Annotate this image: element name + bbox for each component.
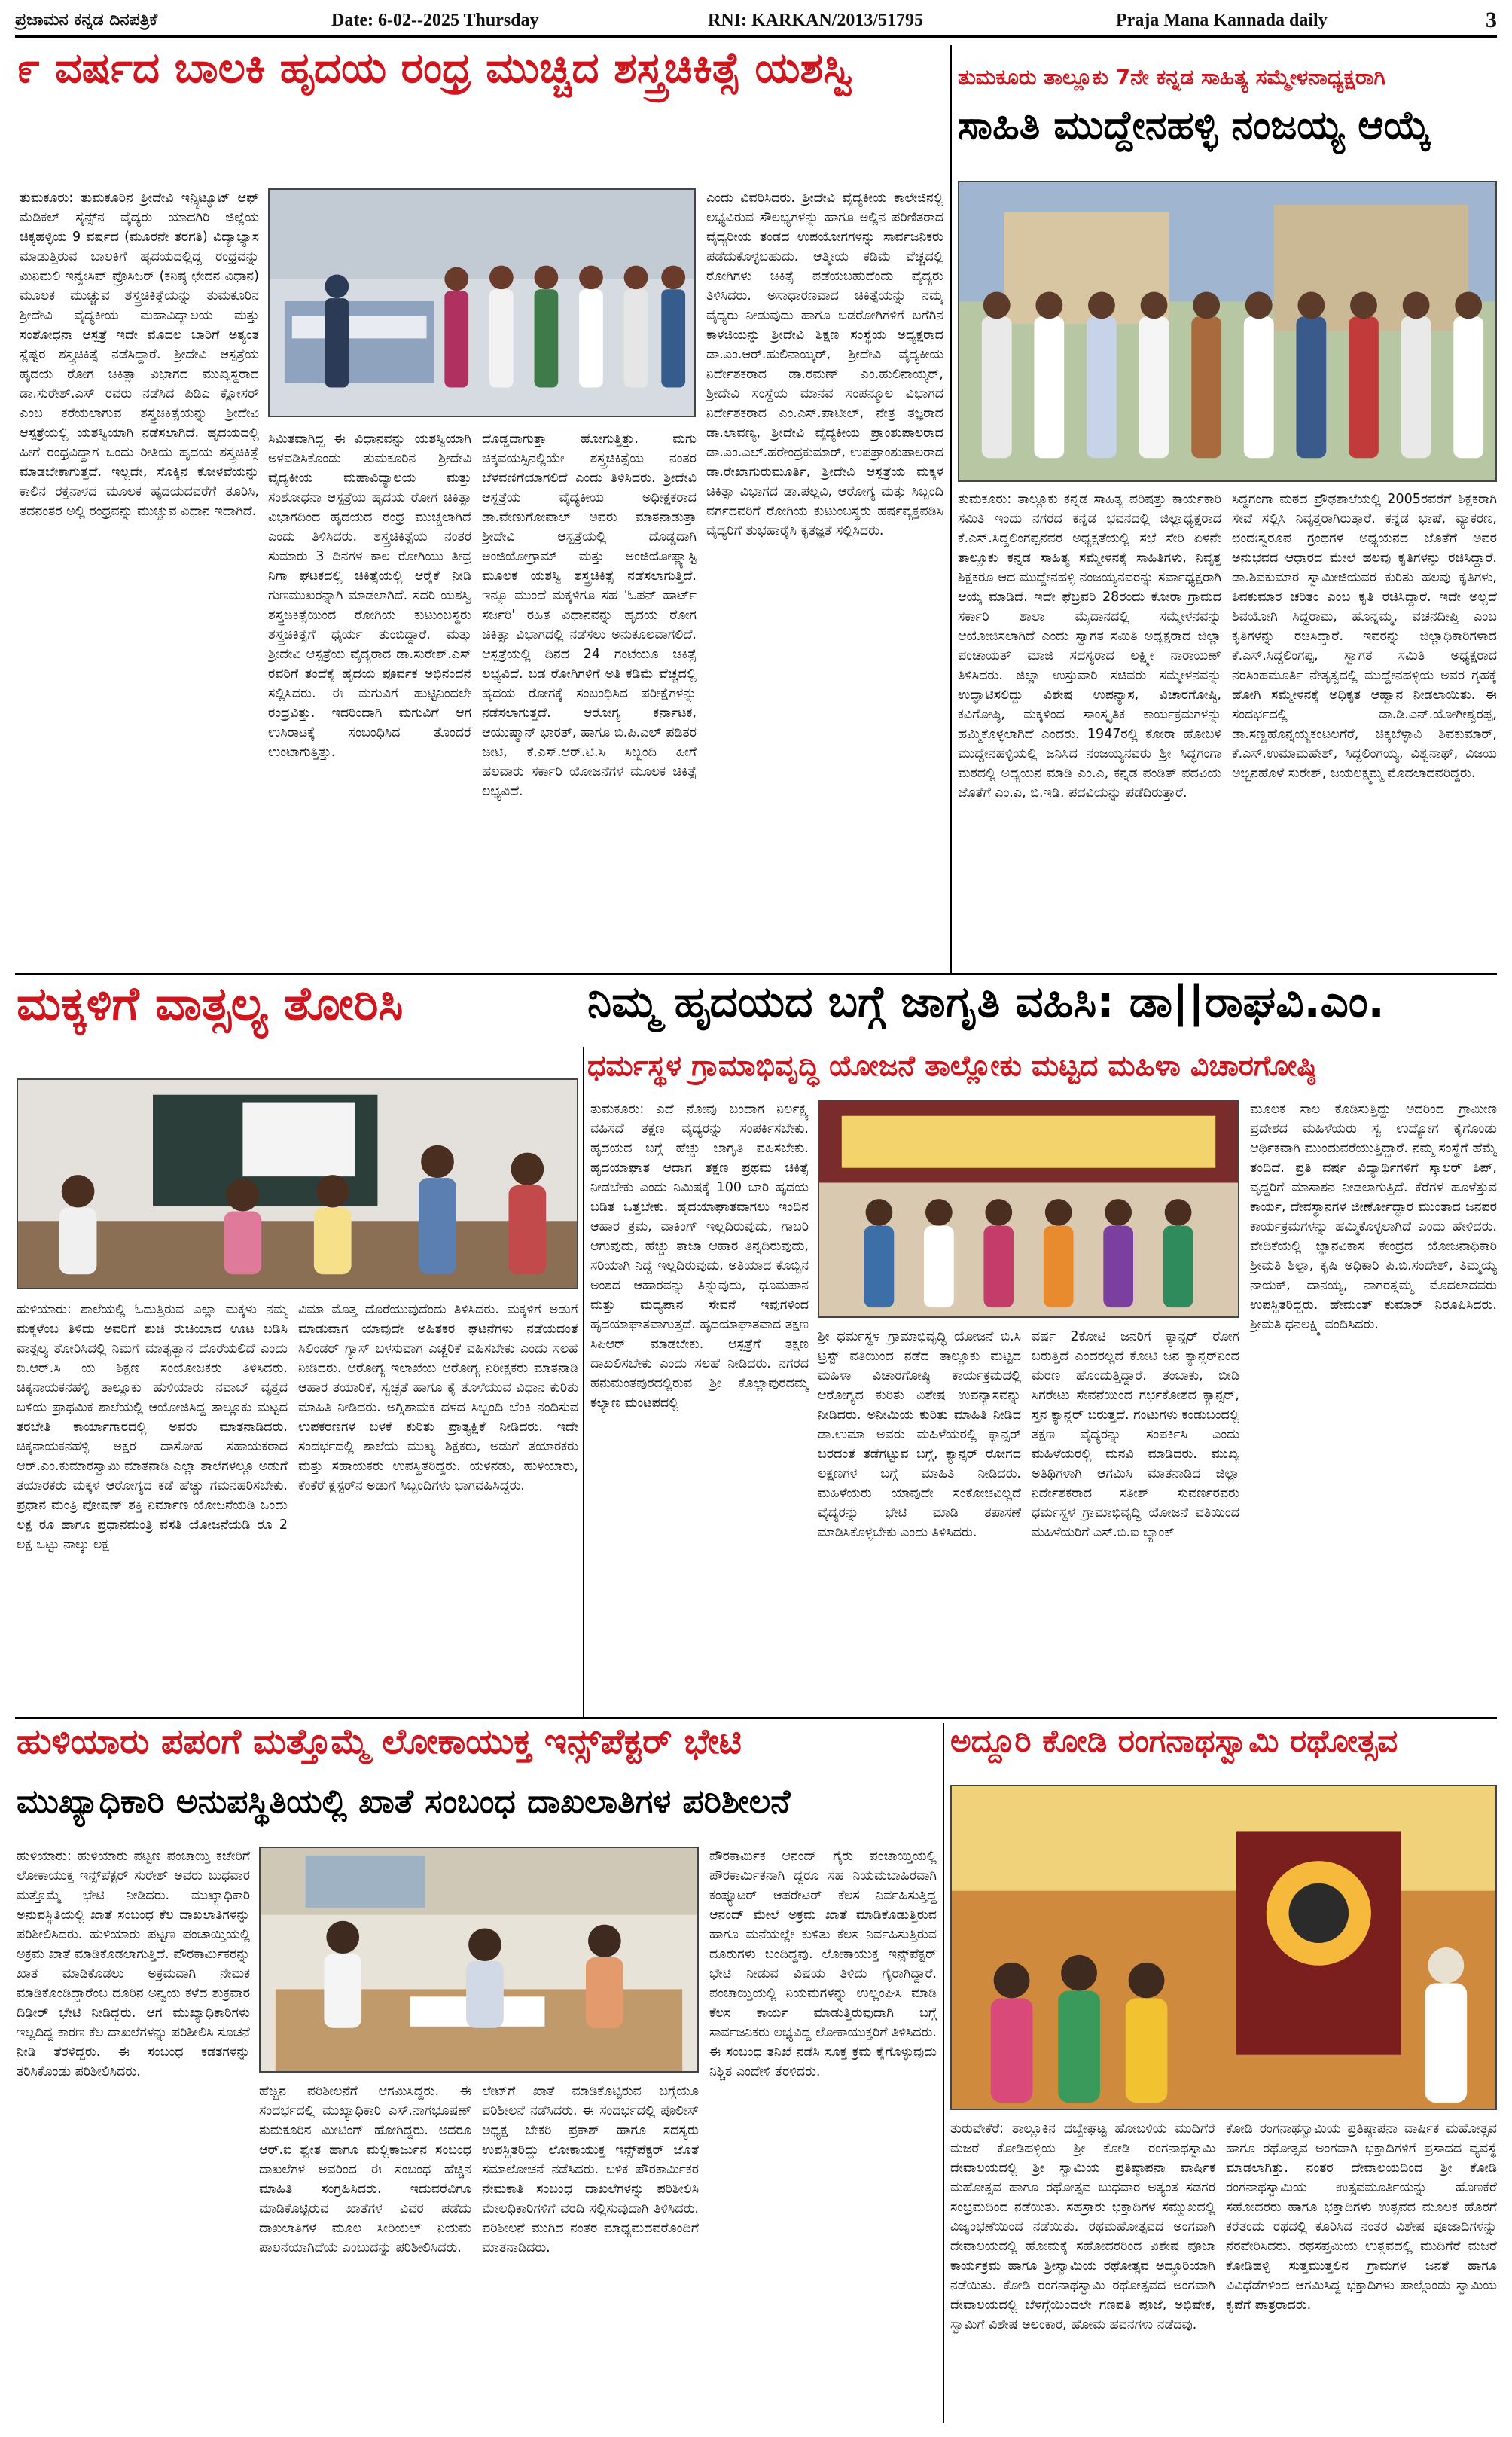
lokayukta-col1: ಹುಳಿಯಾರು: ಹುಳಿಯಾರು ಪಟ್ಟಣ ಪಂಚಾಯ್ತಿ ಕಚೇರಿಗೆ ಲೋಕಾಯುಕ್ತ ಇನ್ಸ್‌ಪೆಕ್ಟರ್ ಸುರೇಶ್ ಅವರು ಬುಧವಾರ ಮತ್ತೊಮ್ಮೆ ಭೇಟಿ ನೀಡಿದರು. ಮುಖ್ಯಾಧಿಕಾರಿ ಅನುಪಸ್ಥಿತಿಯಲ್ಲಿ ಖಾತೆ ಸಂಬಂಧ ಕೆಲ ದಾಖಲಾತಿಗಳನ್ನು ಪರಿಶೀಲಿಸಿದರು. ಹುಳಿಯಾರು ಪಟ್ಟಣ ಪಂಚಾಯ್ತಿಯಲ್ಲಿ ಅಕ್ರಮ ಖಾತೆ ಮಾಡಿಕೊಡಲಾಗುತ್ತಿದೆ. ಪೌರಕಾರ್ಮಿಕರನ್ನು ಖಾತೆ ಮಾಡಿಕೊಡಲು ಅಕ್ರಮವಾಗಿ ನೇಮಕ ಮಾಡಿಕೊಂಡಿದ್ದಾರೆಂಬ ದೂರಿನ ಅನ್ವಯ ಕಳೆದ ಶುಕ್ರವಾರ ದಿಢೀರ್ ಭೇಟಿ ನೀಡಿದ್ದರು. ಆಗ ಮುಖ್ಯಾಧಿಕಾರಿಗಳು ಇಲ್ಲದಿದ್ದ ಕಾರಣ ಕೆಲ ದಾಖಲೆಗಳನ್ನು ಪರಿಶೀಲಿಸಿ ಸೂಚನೆ ನೀಡಿ ತೆರಳಿದ್ದರು. ಈ ಸಂಬಂಧ ಕಡತಗಳನ್ನು ತರಿಸಿಕೊಂಡು ಪರಿಶೀಲಿಸಿದರು.: [17, 1849, 250, 2079]
hriday-col2: ಶ್ರೀ ಧರ್ಮಸ್ಥಳ ಗ್ರಾಮಾಭಿವೃದ್ಧಿ ಯೋಜನೆ ಬಿ.ಸಿ ಟ್ರಸ್ಟ್ ವತಿಯಿಂದ ನಡೆದ ತಾಲ್ಲೂಕು ಮಟ್ಟದ ಮಹಿಳಾ ವಿಚಾರಗೋಷ್ಠಿ ಕಾರ್ಯಕ್ರಮದಲ್ಲಿ ಆರೋಗ್ಯದ ಕುರಿತು ವಿಶೇಷ ಉಪನ್ಯಾಸವನ್ನು ನೀಡಿದರು. ಅನೀಮಿಯ ಕುರಿತು ಮಾಹಿತಿ ನೀಡಿದ ಡಾ.ಉಮಾ ಅವರು ಮಹಿಳೆಯರಲ್ಲಿ ಕ್ಯಾನ್ಸರ್ ಬರದಂತೆ ತಡೆಗಟ್ಟುವ ಬಗ್ಗೆ, ಕ್ಯಾನ್ಸರ್ ರೋಗದ ಲಕ್ಷಣಗಳ ಬಗ್ಗೆ ಮಾಹಿತಿ ನೀಡಿದರು. ಮಹಿಳೆಯರು ಯಾವುದೇ ಸಂಕೋಚವಿಲ್ಲದೆ ವೈದ್ಯರನ್ನು ಭೇಟಿ ಮಾಡಿ ತಪಾಸಣೆ ಮಾಡಿಸಿಕೊಳ್ಳಬೇಕು ಎಂದು ತಿಳಿಸಿದರು.: [818, 1329, 1021, 1540]
rni-number: RNI: KARKAN/2013/51795: [708, 11, 923, 30]
sahiti-col1: ತುಮಕೂರು: ತಾಲ್ಲೂಕು ಕನ್ನಡ ಸಾಹಿತ್ಯ ಪರಿಷತ್ತು ಕಾರ್ಯಕಾರಿ ಸಮಿತಿ ಇಂದು ನಗರದ ಕನ್ನಡ ಭವನದಲ್ಲಿ ಜಿಲ್ಲಾಧ್ಯಕ್ಷರಾದ ಕೆ.ಎಸ್.ಸಿದ್ದಲಿಂಗಪ್ಪನವರ ಅಧ್ಯಕ್ಷತೆಯಲ್ಲಿ ಸಭೆ ಸೇರಿ ಏಳನೇ ತಾಲ್ಲೂಕು ಕನ್ನಡ ಸಾಹಿತ್ಯ ಸಮ್ಮೇಳನಕ್ಕೆ ಸಾಹಿತಿಗಳು, ನಿವೃತ್ತ ಶಿಕ್ಷಕರೂ ಆದ ಮುದ್ದೇನಹಳ್ಳಿ ನಂಜಯ್ಯನವರನ್ನು ಸರ್ವಾಧ್ಯಕ್ಷರಾಗಿ ಆಯ್ಕೆ ಮಾಡಿದೆ. ಇದೇ ಫೆಬ್ರವರಿ 28ರಂದು ಕೋರಾ ಗ್ರಾಮದ ಸರ್ಕಾರಿ ಶಾಲಾ ಮೈದಾನದಲ್ಲಿ ಸಮ್ಮೇಳನವನ್ನು ಆಯೋಜಿಸಲಾಗಿದೆ ಎಂದು ಸ್ವಾಗತ ಸಮಿತಿ ಅಧ್ಯಕ್ಷರಾದ ಜಿಲ್ಲಾ ಪಂಚಾಯತ್ ಮಾಜಿ ಸದಸ್ಯರಾದ ಲಕ್ಷ್ಮೀ ನಾರಾಯಣ್ ತಿಳಿಸಿದರು. ಜಿಲ್ಲಾ ಉಸ್ತುವಾರಿ ಸಚಿವರು ಸಮ್ಮೇಳನವನ್ನು ಉದ್ಘಾಟಿಸಲಿದ್ದು ವಿಶೇಷ ಉಪನ್ಯಾಸ, ವಿಚಾರಗೋಷ್ಠಿ, ಕವಿಗೋಷ್ಠಿ, ಮಕ್ಕಳಿಂದ ಸಾಂಸ್ಕೃತಿಕ ಕಾರ್ಯಕ್ರಮಗಳನ್ನು ಹಮ್ಮಿಕೊಳ್ಳಲಾಗಿದೆ ಎಂದರು. 1947ರಲ್ಲಿ ಕೋರಾ ಹೋಬಳಿ ಮುದ್ದೇನಹಳ್ಳಿಯಲ್ಲಿ ಜನಿಸಿದ ನಂಜಯ್ಯನವರು ಶ್ರೀ ಸಿದ್ಧಗಂಗಾ ಮಠದಲ್ಲಿ ಅಧ್ಯಯನ ಮಾಡಿ ಎಂ.ಎ, ಕನ್ನಡ ಪಂಡಿತ್ ಪದವಿಯ ಜೊತೆಗೆ ಎಂ.ಎ, ಬಿ.ಇಡಿ. ಪದವಿಯನ್ನು ಪಡೆದಿರುತ್ತಾರೆ.: [958, 492, 1221, 801]
issue-date: Date: 6-02--2025 Thursday: [331, 11, 539, 30]
workshop-photo: [18, 1080, 577, 1288]
vatsalya-photo: [17, 1078, 578, 1289]
page-number: 3: [1486, 8, 1497, 32]
heart-headline: ೯ ವರ್ಷದ ಬಾಲಕಿ ಹೃದಯ ರಂಧ್ರ ಮುಚ್ಚಿದ ಶಸ್ತ್ರಚಿಕಿತ್ಸೆ ಯಶಸ್ವಿ: [17, 47, 853, 93]
rathotsava-col1: ತುರುವೇಕೆರೆ: ತಾಲ್ಲೂಕಿನ ದಬ್ಬೇಘಟ್ಟ ಹೋಬಳಿಯ ಮುದಿಗೆರೆ ಮಜರೆ ಕೋಡಿಹಳ್ಳಿಯ ಶ್ರೀ ಕೋಡಿ ರಂಗನಾಥಸ್ವಾಮಿ ದೇವಾಲಯದಲ್ಲಿ ಶ್ರೀ ಸ್ವಾಮಿಯ ಪ್ರತಿಷ್ಠಾಪನಾ ವಾರ್ಷಿಕ ಮಹೋತ್ಸವ ಹಾಗೂ ರಥೋತ್ಸವ ಬುಧವಾರ ಅತ್ಯಂತ ಸಡಗರ ಸಂಭ್ರಮದಿಂದ ನಡೆಯಿತು. ಸಹಸ್ರಾರು ಭಕ್ತಾದಿಗಳ ಸಮ್ಮುಖದಲ್ಲಿ ವಿಜೃಂಭಣೆಯಿಂದ ನಡೆಯಿತು. ರಥಮಹೋತ್ಸವದ ಅಂಗವಾಗಿ ದೇವಾಲಯದಲ್ಲಿ ಹೋಮಕ್ಕೆ ಸಹೋದರರಿಂದ ವಿಶೇಷ ಪೂಜಾ ಕಾರ್ಯಕ್ರಮ ಹಾಗೂ ಶ್ರೀಸ್ವಾಮಿಯ ರಥೋತ್ಸವ ಅದ್ಧೂರಿಯಾಗಿ ನಡೆಯಿತು. ಕೋಡಿ ರಂಗನಾಥಸ್ವಾಮಿ ರಥೋತ್ಸವದ ಅಂಗವಾಗಿ ದೇವಾಲಯದಲ್ಲಿ ಬೆಳಗ್ಗೆಯಿಂದಲೇ ಗಣಪತಿ ಪೂಜೆ, ಅಭಿಷೇಕ, ಸ್ವಾಮಿಗೆ ವಿಶೇಷ ಅಲಂಕಾರ, ಹೋಮ ಹವನಗಳು ನಡೆದವು.: [950, 2121, 1215, 2332]
lokayukta-photo: [259, 1847, 699, 2073]
lokayukta-subhead: ಮುಖ್ಯಾಧಿಕಾರಿ ಅನುಪಸ್ಥಿತಿಯಲ್ಲಿ ಖಾತೆ ಸಂಬಂಧ ದಾಖಲಾತಿಗಳ ಪರಿಶೀಲನೆ: [17, 1785, 791, 1821]
section-divider-1: [15, 973, 1497, 975]
vatsalya-col1: ಹುಳಿಯಾರು: ಶಾಲೆಯಲ್ಲಿ ಓದುತ್ತಿರುವ ಎಲ್ಲಾ ಮಕ್ಕಳು ನಮ್ಮ ಮಕ್ಕಳೆಂಬ ತಿಳಿದು ಅವರಿಗೆ ಶುಚಿ ರುಚಿಯಾದ ಊಟ ಬಡಿಸಿ ವಾತ್ಸಲ್ಯ ತೋರಿಸಿದಲ್ಲಿ ನಿಮಗೆ ಮಾತೃತ್ವಾನ ದೊರೆಯಲಿದೆ ಎಂದು ಬಿ.ಆರ್.ಸಿ ಯ ಶಿಕ್ಷಣ ಸಂಯೋಜಕರು ತಿಳಿಸಿದರು. ಚಿಕ್ಕನಾಯಕನಹಳ್ಳಿ ತಾಲ್ಲೂಕು ಹುಳಿಯಾರು ನವಾಬ್ ವೃತ್ತದ ಬಳಿಯ ಪ್ರಾಥಮಿಕ ಶಾಲೆಯಲ್ಲಿ ಆಯೋಜಿಸಿದ್ದ ತಾಲ್ಲೂಕು ಮಟ್ಟದ ತರಬೇತಿ ಕಾರ್ಯಾಗಾರದಲ್ಲಿ ಅವರು ಮಾತನಾಡಿದರು. ಚಿಕ್ಕನಾಯಕನಹಳ್ಳಿ ಅಕ್ಷರ ದಾಸೋಹ ಸಹಾಯಕರಾದ ಆರ್.ಎಂ.ಕುಮಾರಸ್ವಾಮಿ ಮಾತನಾಡಿ ಎಲ್ಲಾ ಶಾಲೆಗಳಲ್ಲೂ ಅಡುಗೆ ತಯಾರಕರು ಮಕ್ಕಳ ಆರೋಗ್ಯದ ಕಡೆ ಹೆಚ್ಚು ಗಮನಹರಿಸಬೇಕು. ಪ್ರಧಾನ ಮಂತ್ರಿ ಪೋಷಣ್ ಶಕ್ತಿ ನಿರ್ಮಾಣ ಯೋಜನೆಯಡಿ ಒಂದು ಲಕ್ಷ ರೂ ಹಾಗೂ ಪ್ರಧಾನಮಂತ್ರಿ ವಸತಿ ಯೋಜನೆಯಡಿ ರೂ 2 ಲಕ್ಷ ಒಟ್ಟು ನಾಲ್ಕು ಲಕ್ಷ: [17, 1302, 288, 1552]
lokayukta-headline: ಹುಳಿಯಾರು ಪಪಂಗೆ ಮತ್ತೊಮ್ಮೆ ಲೋಕಾಯುಕ್ತ ಇನ್ಸ್‌ಪೆಕ್ಟರ್ ಭೇಟಿ: [17, 1723, 742, 1761]
rathotsava-photo: [950, 1785, 1497, 2110]
section-divider-2: [15, 1717, 1497, 1719]
hriday-subhead: ಧರ್ಮಸ್ಥಳ ಗ್ರಾಮಾಭಿವೃದ್ಧಿ ಯೋಜನೆ ತಾಲ್ಲೋಕು ಮಟ್ಟದ ಮಹಿಳಾ ವಿಚಾರಗೋಷ್ಠಿ: [587, 1051, 1317, 1082]
masthead-logo: ಪ್ರಜಾಮನ ಕನ್ನಡ ದಿನಪತ್ರಿಕೆ: [15, 11, 158, 29]
sahiti-headline: ಸಾಹಿತಿ ಮುದ್ದೇನಹಳ್ಳಿ ನಂಜಯ್ಯ ಆಯ್ಕೆ: [958, 105, 1431, 148]
paper-name: Praja Mana Kannada daily: [1116, 11, 1328, 30]
sahiti-group-photo: [959, 182, 1495, 480]
rathotsava-headline: ಅದ್ದೂರಿ ಕೋಡಿ ರಂಗನಾಥಸ್ವಾಮಿ ರಥೋತ್ಸವ: [950, 1725, 1398, 1759]
hriday-photo: [818, 1100, 1239, 1318]
lokayukta-col3: ಲೇಟ್‌ಗೆ ಖಾತೆ ಮಾಡಿಕೊಟ್ಟಿರುವ ಬಗ್ಗೆಯೂ ಪರಿಶೀಲನೆ ನಡೆಸಿದರು. ಈ ಸಂದರ್ಭದಲ್ಲಿ ಪೊಲೀಸ್ ಅಧ್ಯಕ್ಷ ಬೇಕರಿ ಪ್ರಕಾಶ್ ಹಾಗೂ ಸದಸ್ಯರು ಉಪಸ್ಥಿತರಿದ್ದು ಲೋಕಾಯುಕ್ತ ಇನ್ಸ್‌ಪೆಕ್ಟರ್ ಜೊತೆ ಸಮಾಲೋಚನೆ ನಡೆಸಿದರು. ಬಳಿಕ ಪೌರಕಾರ್ಮಿಕರ ನೇಮಕಾತಿ ಸಂಬಂಧ ದಾಖಲೆಗಳನ್ನು ಪರಿಶೀಲಿಸಿ ಮೇಲಧಿಕಾರಿಗಳಿಗೆ ವರದಿ ಸಲ್ಲಿಸುವುದಾಗಿ ತಿಳಿಸಿದರು. ಪರಿಶೀಲನೆ ಮುಗಿದ ನಂತರ ಮಾಧ್ಯಮದವರೊಂದಿಗೆ ಮಾತನಾಡಿದರು.: [482, 2084, 699, 2256]
heart-col4: ಎಂದು ವಿವರಿಸಿದರು. ಶ್ರೀದೇವಿ ವೈದ್ಯಕೀಯ ಕಾಲೇಜಿನಲ್ಲಿ ಲಭ್ಯವಿರುವ ಸೌಲಭ್ಯಗಳನ್ನು ಹಾಗೂ ಅಲ್ಲಿನ ಪರಿಣಿತರಾದ ವೈದ್ಯರೀಯ ತಂಡದ ಉಪಯೋಗಗಳನ್ನು ಸಾರ್ವಜನಿಕರು ಪಡೆದುಕೊಳ್ಳಬಹುದು. ಆತ್ಮೀಯ ಕಡಿಮೆ ವೆಚ್ಚದಲ್ಲಿ ರೋಗಿಗಳು ಚಿಕಿತ್ಸೆ ಪಡೆಯಬಹುದೆಂದು ವೈದ್ಯರು ತಿಳಿಸಿದರು. ಅಸಾಧಾರಣವಾದ ಚಿಕಿತ್ಸೆಯನ್ನು ನಮ್ಮ ವೈದ್ಯರು ನೀಡುವುದು ಹಾಗೂ ಬಡರೋಗಿಗಳಿಗೆ ಬಗೆಗಿನ ಕಾಳಜಿಯನ್ನು ಶ್ರೀದೇವಿ ಶಿಕ್ಷಣ ಸಂಸ್ಥೆಯ ಅಧ್ಯಕ್ಷರಾದ ಡಾ.ಎಂ.ಆರ್.ಹುಲಿನಾಯ್ಕರ್, ಶ್ರೀದೇವಿ ವೈದ್ಯಕೀಯ ನಿರ್ದೇಶಕರಾದ ಡಾ.ರಮಣ್ ಎಂ.ಹುಲಿನಾಯ್ಕರ್, ಶ್ರೀದೇವಿ ಸಂಸ್ಥೆಯ ಮಾನವ ಸಂಪನ್ಮೂಲ ವಿಭಾಗದ ನಿರ್ದೇಶಕರಾದ ಎಂ.ಎಸ್.ಪಾಟೀಲ್, ನೇತ್ರ ತಜ್ಞರಾದ ಡಾ.ಲಾವಣ್ಯ, ಶ್ರೀದೇವಿ ವೈದ್ಯಕೀಯ ಪ್ರಾಂಶುಪಾಲರಾದ ಡಾ.ಎಂ.ಎಲ್.ಹರೇಂದ್ರಕುಮಾರ್, ಉಪಪ್ರಾಂಶುಪಾಲರಾದ ಡಾ.ರೇಖಾಗುರುಮೂರ್ತಿ, ಶ್ರೀದೇವಿ ಆಸ್ಪತ್ರೆಯ ಮಕ್ಕಳ ಚಿಕಿತ್ಸಾ ವಿಭಾಗದ ಡಾ.ಪಲ್ಲವಿ, ಆರೋಗ್ಯ ಮತ್ತು ಸಿಬ್ಬಂದಿ ವರ್ಗದವರಿಗೆ ರೋಗಿಯ ಕುಟುಂಬಸ್ಥರು ಹರ್ಷವ್ಯಕ್ತಪಡಿಸಿ ವೈದ್ಯರಿಗೆ ಶುಭಹಾರೈಸಿ ಕೃತಜ್ಞತೆ ಸಲ್ಲಿಸಿದರು.: [706, 191, 943, 538]
sahiti-kicker: ತುಮಕೂರು ತಾಲ್ಲೂಕು 7ನೇ ಕನ್ನಡ ಸಾಹಿತ್ಯ ಸಮ್ಮೇಳನಾಧ್ಯಕ್ಷರಾಗಿ: [958, 66, 1385, 90]
sahiti-photo: [958, 181, 1497, 482]
lokayukta-col4: ಪೌರಕಾರ್ಮಿಕ ಆನಂದ್ ಗೈರು ಪಂಚಾಯ್ತಿಯಲ್ಲಿ ಪೌರಕಾರ್ಮಿಕನಾಗಿ ದ್ದರೂ ಸಹ ನಿಯಮಬಾಹಿರವಾಗಿ ಕಂಪ್ಯೂಟರ್ ಆಪರೇಟರ್ ಕೆಲಸ ನಿರ್ವಹಿಸುತ್ತಿದ್ದ ಆನಂದ್ ಮೇಲೆ ಅಕ್ರಮ ಖಾತೆ ಮಾಡಿಕೊಡುತ್ತಿರುವ ಹಾಗೂ ಮನೆಯಲ್ಲೇ ಕುಳಿತು ಕೆಲಸ ನಿರ್ವಹಿಸುತ್ತಿರುವ ದೂರುಗಳು ಬಂದಿದ್ದವು. ಲೋಕಾಯುಕ್ತ ಇನ್ಸ್‌ಪೆಕ್ಟರ್ ಭೇಟಿ ನೀಡುವ ವಿಷಯ ತಿಳಿದು ಗೈರಾಗಿದ್ದಾರೆ. ಪಂಚಾಯ್ತಿಯಲ್ಲಿ ನಿಯಮಗಳನ್ನು ಉಲ್ಲಂಘಿಸಿ ಮಾಡಿ ಕೆಲಸ ಕಾರ್ಯ ಮಾಡುತ್ತಿರುವುದಾಗಿ ಬಗ್ಗೆ ಸಾರ್ವಜನಿಕರು ಲಭ್ಯವಿದ್ದ ಲೋಕಾಯುಕ್ತರಿಗೆ ತಿಳಿಸಿದರು. ಈ ಸಂಬಂಧ ತನಿಖೆ ನಡೆಸಿ ಸೂಕ್ತ ಕ್ರಮ ಕೈಗೊಳ್ಳುವುದು ನಿಶ್ಚಿತ ಎಂದೇಳಿ ತೆರಳಿದರು.: [709, 1849, 937, 2079]
heart-col2: ಸಿಮಿತವಾಗಿದ್ದ ಈ ವಿಧಾನವನ್ನು ಯಶಸ್ವಿಯಾಗಿ ಅಳವಡಿಸಿಕೊಂಡು ತುಮಕೂರಿನ ಶ್ರೀದೇವಿ ವೈದ್ಯಕೀಯ ಮಹಾವಿದ್ಯಾಲಯ ಮತ್ತು ಸಂಶೋಧನಾ ಆಸ್ಪತ್ರೆಯ ಹೃದಯ ರೋಗ ಚಿಕಿತ್ಸಾ ವಿಭಾಗದಿಂದ ಹೃದಯದ ರಂಧ್ರ ಮುಚ್ಚಲಾಗಿದೆ ಎಂದು ತಿಳಿಸಿದರು. ಶಸ್ತ್ರಚಿಕಿತ್ಸೆಯ ನಂತರ ಸುಮಾರು 3 ದಿನಗಳ ಕಾಲ ರೋಗಿಯು ತೀವ್ರ ನಿಗಾ ಘಟಕದಲ್ಲಿ ಚಿಕಿತ್ಸೆಯಲ್ಲಿ ಆರೈಕೆ ನೀಡಿ ಗುಣಮುಖರನ್ನಾಗಿ ಮಾಡಲಾಗಿದೆ. ಸದರಿ ಯಶಸ್ವಿ ಶಸ್ತ್ರಚಿಕಿತ್ಸೆಯಿಂದ ರೋಗಿಯ ಕುಟುಂಬಸ್ಥರು ಶಸ್ತ್ರಚಿಕಿತ್ಸೆಗೆ ಧೈರ್ಯ ತುಂಬಿದ್ದಾರೆ. ಮತ್ತು ಶ್ರೀದೇವಿ ಆಸ್ಪತ್ರೆಯ ವೈದ್ಯರಾದ ಡಾ.ಸುರೇಶ್.ಎಸ್ ರವರಿಗೆ ತಂದೆಕೈ ಹೃದಯ ಪೂರ್ವಕ ಅಭಿನಂದನೆ ಸಲ್ಲಿಸಿದರು. ಈ ಮಗುವಿಗೆ ಹುಟ್ಟಿನಿಂದಲೇ ರಂಧ್ರವಿತ್ತು. ಇದರಿಂದಾಗಿ ಮಗುವಿಗೆ ಆಗ ಉಸಿರಾಟಕ್ಕೆ ಸಂಬಂಧಿಸಿದ ತೊಂದರೆ ಉಂಟಾಗುತ್ತಿತ್ತು.: [268, 432, 471, 760]
hospital-group-photo: [270, 190, 694, 416]
hriday-col3: ವರ್ಷ 2ಕೋಟಿ ಜನರಿಗೆ ಕ್ಯಾನ್ಸರ್ ರೋಗ ಬರುತ್ತಿದೆ ಎಂದರಲ್ಲದೆ ಕೋಟಿ ಜನ ಕ್ಯಾನ್ಸರ್‌ನಿಂದ ಮರಣ ಹೊಂದುತ್ತಿದ್ದಾರೆ. ತಂಬಾಕು, ಬೀಡಿ ಸಿಗರೇಟು ಸೇವನೆಯಿಂದ ಗರ್ಭಕೋಶದ ಕ್ಯಾನ್ಸರ್, ಸ್ತನ ಕ್ಯಾನ್ಸರ್ ಬರುತ್ತದೆ. ಗಂಟುಗಳು ಕಂಡುಬಂದಲ್ಲಿ ತಕ್ಷಣ ವೈದ್ಯರನ್ನು ಸಂಪರ್ಕಿಸಿ ಎಂದು ಮಹಿಳೆಯರಲ್ಲಿ ಮನವಿ ಮಾಡಿದರು. ಮುಖ್ಯ ಅತಿಥಿಗಳಾಗಿ ಆಗಮಿಸಿ ಮಾತನಾಡಿದ ಜಿಲ್ಲಾ ನಿರ್ದೇಶಕರಾದ ಸತೀಶ್ ಸುವರ್ಣರವರು ಧರ್ಮಸ್ಥಳ ಗ್ರಾಮಾಭಿವೃದ್ಧಿ ಯೋಜನೆ ವತಿಯಿಂದ ಮಹಿಳೆಯರಿಗೆ ಎಸ್.ಬಿ.ಐ ಬ್ಯಾಂಕ್: [1032, 1329, 1239, 1540]
temple-festival-photo: [952, 1786, 1495, 2109]
hriday-headline: ನಿಮ್ಮ ಹೃದಯದ ಬಗ್ಗೆ ಜಾಗೃತಿ ವಹಿಸಿ: ಡಾ||ರಾಘವಿ.ಎಂ.: [587, 979, 1385, 1027]
heart-col1: ತುಮಕೂರು: ತುಮಕೂರಿನ ಶ್ರೀದೇವಿ ಇನ್ಸ್ಟಿಟ್ಯೂಟ್ ಆಫ್ ಮೆಡಿಕಲ್ ಸೈನ್ಸ್‌ನ ವೈದ್ಯರು ಯಾದಗಿರಿ ಜಿಲ್ಲೆಯ ಚಿಕ್ಕಹಳ್ಳಿಯ 9 ವರ್ಷದ (ಮೂರನೇ ತರಗತಿ) ವಿದ್ಯಾಭ್ಯಾಸ ಮಾಡುತ್ತಿರುವ ಬಾಲಕಿಗೆ ಹೃದಯದಲ್ಲಿದ್ದ ರಂಧ್ರವನ್ನು ಮಿನಿಮಲಿ ಇನ್ವೇಸಿವ್ ಪ್ರೊಸಿಜರ್ (ಕನಿಷ್ಠ ಛೇದನ ವಿಧಾನ) ಮೂಲಕ ಮುಚ್ಚುವ ಶಸ್ತ್ರಚಿಕಿತ್ಸೆಯನ್ನು ತುಮಕೂರಿನ ಶ್ರೀದೇವಿ ವೈದ್ಯಕೀಯ ಮಹಾವಿದ್ಯಾಲಯ ಮತ್ತು ಸಂಶೋಧನಾ ಆಸ್ಪತ್ರೆ ಇದೇ ಮೊದಲ ಬಾರಿಗೆ ಅತ್ಯಂತ ಸ್ಲೆಷ್ಟರ ಶಸ್ತ್ರಚಿಕಿತ್ಸೆ ನಡೆಸಿದ್ದಾರೆ. ಶ್ರೀದೇವಿ ಆಸ್ಪತ್ರೆಯ ಹೃದಯ ರೋಗ ಚಿಕಿತ್ಸಾ ವಿಭಾಗದ ಮುಖ್ಯಸ್ಥರಾದ ಡಾ.ಸುರೇಶ್.ಎಸ್ ರವರು ನಡೆಸಿದ ಪಿಡಿಎ ಕ್ಲೋಸರ್ ಎಂಬ ಕರೆಯಲಾಗುವ ಶಸ್ತ್ರಚಿಕಿತ್ಸೆಯನ್ನು ಶ್ರೀದೇವಿ ಆಸ್ಪತ್ರೆಯಲ್ಲಿ ಯಶಸ್ವಿಯಾಗಿ ನಡೆಸಲಾಗಿದೆ. ಹೃದಯದಲ್ಲಿ ಹೀಗೆ ರಂಧ್ರವಿದ್ದಾಗ ಒಂದು ರೀತಿಯ ಹೃದಯ ಶಸ್ತ್ರಚಿಕಿತ್ಸೆ ಮಾಡಬೇಕಾಗುತ್ತದೆ. ಇಲ್ಲದೇ, ಸೊಕ್ಕಿನ ಕೋಳವೆಯನ್ನು ಕಾಲಿನ ರಕ್ತನಾಳದ ಮೂಲಕ ಹೃದಯದವರೆಗೆ ತೂರಿಸಿ, ತದನಂತರ ಅಲ್ಲಿ ರಂಧ್ರವನ್ನು ಮುಚ್ಚುವ ವಿಧಾನ ಇದಾಗಿದೆ.: [20, 191, 259, 519]
office-inspection-photo: [261, 1848, 697, 2071]
column-rule-top: [950, 45, 952, 973]
page-header: [15, 8, 1497, 38]
rathotsava-col2: ಕೋಡಿ ರಂಗನಾಥಸ್ವಾಮಿಯ ಪ್ರತಿಷ್ಠಾಪನಾ ವಾರ್ಷಿಕ ಮಹೋತ್ಸವ ಹಾಗೂ ರಥೋತ್ಸವ ಅಂಗವಾಗಿ ಭಕ್ತಾದಿಗಳಿಗೆ ಪ್ರಸಾದದ ವ್ಯವಸ್ಥೆ ಮಾಡಲಾಗಿತ್ತು. ನಂತರ ದೇವಾಲಯದಿಂದ ಶ್ರೀ ಕೋಡಿ ರಂಗನಾಥಸ್ವಾಮಿಯ ಉತ್ಸವಮೂರ್ತಿಯನ್ನು ಹೊಣಕೆರೆ ಸಹೋದರರು ಹಾಗೂ ಭಕ್ತಾದಿಗಳು ಉತ್ಸವದ ಮೂಲಕ ಹೊರಗೆ ಕರೆತಂದು ರಥದಲ್ಲಿ ಕೂರಿಸಿದ ನಂತರ ವಿಶೇಷ ಪೂಜಾದಿಗಳನ್ನು ನೆರವೇರಿಸಿದರು. ರಥಸಪ್ತಮಿಯ ಉತ್ಸವದಲ್ಲಿ ಮುದಿಗೆರೆ ಮಜರೆ ಕೋಡಿಹಳ್ಳಿ ಸುತ್ತಮುತ್ತಲಿನ ಗ್ರಾಮಗಳ ಜನತೆ ಹಾಗೂ ವಿವಿಧೆಡೆಗಳಿಂದ ಆಗಮಿಸಿದ್ದ ಭಕ್ತಾದಿಗಳು ಪಾಲ್ಗೊಂಡು ಸ್ವಾಮಿಯ ಕೃಪೆಗೆ ಪಾತ್ರರಾದರು.: [1226, 2121, 1497, 2313]
vatsalya-headline: ಮಕ್ಕಳಿಗೆ ವಾತ್ಸಲ್ಯ ತೋರಿಸಿ: [17, 979, 404, 1031]
sahiti-col2: ಸಿದ್ಧಗಂಗಾ ಮಠದ ಪ್ರೌಢಶಾಲೆಯಲ್ಲಿ 2005ರವರೆಗೆ ಶಿಕ್ಷಕರಾಗಿ ಸೇವೆ ಸಲ್ಲಿಸಿ ನಿವೃತ್ತರಾಗಿರುತ್ತಾರೆ. ಕನ್ನಡ ಭಾಷೆ, ವ್ಯಾಕರಣ, ಛಂದಃಸ್ವರೂಪ ಗ್ರಂಥಗಳ ಅಧ್ಯಯನದ ಜೊತೆಗೆ ಅವರ ಅನುಭವದ ಆಧಾರದ ಮೇಲೆ ಹಲವು ಕೃತಿಗಳನ್ನು ರಚಿಸಿದ್ದಾರೆ. ಡಾ.ಶಿವಕುಮಾರ ಸ್ವಾಮೀಜಿಯವರ ಕುರಿತು ಹಲವು ಕೃತಿಗಳು, ಶಿವಕುಮಾರ ಚರಿತಂ ಎಂಬ ಕೃತಿ ರಚಿಸಿದ್ದಾರೆ. ಇದೇ ಅಲ್ಲದೆ ಶಿವಯೋಗಿ ಸಿದ್ಧರಾಮ, ಹೊನ್ನಮ್ಮ, ವಚನದೀಪ್ತಿ ಎಂಬ ಕೃತಿಗಳನ್ನು ರಚಿಸಿದ್ದಾರೆ. ಇವರನ್ನು ಜಿಲ್ಲಾಧಿಕಾರಿಗಳಾದ ಕೆ.ಎಸ್.ಸಿದ್ದಲಿಂಗಪ್ಪ, ಸ್ವಾಗತ ಸಮಿತಿ ಅಧ್ಯಕ್ಷರಾದ ನರಸಿಂಹಮೂರ್ತಿ ನೇತೃತ್ವದಲ್ಲಿ ಮುದ್ದೇನಹಳ್ಳಿಯ ಅವರ ಗೃಹಕ್ಕೆ ಹೋಗಿ ಸಮ್ಮೇಳನಕ್ಕೆ ಅಧಿಕೃತ ಆಹ್ವಾನ ನೀಡಲಾಯಿತು. ಈ ಸಂದರ್ಭದಲ್ಲಿ ಡಾ.ಡಿ.ಎನ್.ಯೋಗೀಶ್ವರಪ್ಪ, ಡಾ.ಸಣ್ಣಹೊನ್ನಯ್ಯಕಂಟಲಗೆರೆ, ಚಿಕ್ಕಬೆಳ್ಳಾವಿ ಶಿವಕುಮಾರ್, ಕೆ.ಎಸ್.ಉಮಾಮಹೇಶ್, ಸಿದ್ದಲಿಂಗಯ್ಯ, ವಿಶ್ವನಾಥ್, ವಿಜಯ ಅಬ್ಬಿನಹೊಳೆ ಸುರೇಶ್, ಜಯಲಕ್ಷ್ಮಮ್ಮ ಮೊದಲಾದವರಿದ್ದರು.: [1232, 492, 1497, 781]
heart-photo: [268, 188, 696, 417]
hriday-col4: ಮೂಲಕ ಸಾಲ ಕೊಡಿಸುತ್ತಿದ್ದು ಅದರಿಂದ ಗ್ರಾಮೀಣ ಪ್ರದೇಶದ ಮಹಿಳೆಯರು ಸ್ವ ಉದ್ಯೋಗ ಕೈಗೊಂಡು ಆರ್ಥಿಕವಾಗಿ ಮುಂದುವರೆಯುತ್ತಿದ್ದಾರೆ. ನಮ್ಮ ಸಂಸ್ಥೆಗೆ ಹೆಮ್ಮೆ ತಂದಿದೆ. ಪ್ರತಿ ವರ್ಷ ವಿದ್ಯಾರ್ಥಿಗಳಿಗೆ ಸ್ಕಾಲರ್ ಶಿಪ್, ವೃದ್ಧರಿಗೆ ಮಾಸಾಶನ ನೀಡಲಾಗುತ್ತಿದೆ. ಕೆರೆಗಳ ಹೂಳೆತ್ತುವ ಕಾರ್ಯ, ದೇವಸ್ಥಾನಗಳ ಜೀರ್ಣೋದ್ಧಾರ ಮುಂತಾದ ಜನಪರ ಕಾರ್ಯಕ್ರಮಗಳನ್ನು ಹಮ್ಮಿಕೊಳ್ಳಲಾಗಿದೆ ಎಂದು ಹೇಳಿದರು. ವೇದಿಕೆಯಲ್ಲಿ ಜ್ಞಾನವಿಕಾಸ ಕೇಂದ್ರದ ಯೋಜನಾಧಿಕಾರಿ ಶ್ರೀಮತಿ ಶಿಲ್ಪಾ, ಕೃಷಿ ಅಧಿಕಾರಿ ಪಿ.ಬಿ.ಸಂದೇಶ್, ತಿಮ್ಮಯ್ಯ ನಾಯಕ್, ದಾನಯ್ಯ, ನಾಗರತ್ನಮ್ಮ ಮೊದಲಾದವರು ಉಪಸ್ಥಿತರಿದ್ದರು. ಹೇಮಂತ್ ಕುಮಾರ್ ನಿರೂಪಿಸಿದರು. ಶ್ರೀಮತಿ ಧನಲಕ್ಷ್ಮಿ ವಂದಿಸಿದರು.: [1250, 1102, 1497, 1332]
vatsalya-col2: ವಿಮಾ ಮೊತ್ತ ದೊರೆಯುವುದೆಂದು ತಿಳಿಸಿದರು. ಮಕ್ಕಳಿಗೆ ಅಡುಗೆ ಮಾಡುವಾಗ ಯಾವುದೇ ಅಹಿತಕರ ಘಟನೆಗಳು ನಡೆಯದಂತೆ ಸಿಲಿಂಡರ್ ಗ್ಯಾಸ್ ಬಳಸುವಾಗ ಎಚ್ಚರಿಕೆ ವಹಿಸಬೇಕು ಎಂದು ಸಲಹೆ ನೀಡಿದರು. ಆರೋಗ್ಯ ಇಲಾಖೆಯ ಆರೋಗ್ಯ ನಿರೀಕ್ಷಕರು ಮಾತನಾಡಿ ಆಹಾರ ತಯಾರಿಕೆ, ಸ್ವಚ್ಛತೆ ಹಾಗೂ ಕೈ ತೊಳೆಯುವ ವಿಧಾನ ಕುರಿತು ಮಾಹಿತಿ ನೀಡಿದರು. ಅಗ್ನಿಶಾಮಕ ದಳದ ಸಿಬ್ಬಂದಿ ಬೆಂಕಿ ನಂದಿಸುವ ಉಪಕರಣಗಳ ಬಳಕೆ ಕುರಿತು ಪ್ರಾತ್ಯಕ್ಷಿಕೆ ನೀಡಿದರು. ಇದೇ ಸಂದರ್ಭದಲ್ಲಿ ಶಾಲೆಯ ಮುಖ್ಯ ಶಿಕ್ಷಕರು, ಅಡುಗೆ ತಯಾರಕರು ಮತ್ತು ಸಹಾಯಕರು ಉಪಸ್ಥಿತರಿದ್ದರು. ಯಳನಡು, ಹುಳಿಯಾರು, ಕೆಂಕೆರೆ ಕ್ಲಸ್ಟರ್‌ನ ಅಡುಗೆ ಸಿಬ್ಬಂದಿಗಳು ಭಾಗವಹಿಸಿದ್ದರು.: [298, 1302, 578, 1493]
stage-photo: [819, 1101, 1238, 1316]
hriday-col1: ತುಮಕೂರು: ಎದೆ ನೋವು ಬಂದಾಗ ನಿರ್ಲಕ್ಷ್ಯ ವಹಿಸದೆ ತಕ್ಷಣ ವೈದ್ಯರನ್ನು ಸಂಪರ್ಕಿಸಬೇಕು. ಹೃದಯದ ಬಗ್ಗೆ ಹೆಚ್ಚು ಜಾಗೃತಿ ವಹಿಸಬೇಕು. ಹೃದಯಾಘಾತ ಆದಾಗ ತಕ್ಷಣ ಪ್ರಥಮ ಚಿಕಿತ್ಸೆ ನೀಡಬೇಕು ಎಂದು ನಿಮಿಷಕ್ಕೆ 100 ಬಾರಿ ಹೃದಯ ಬಡಿತ ಒತ್ತಬೇಕು. ಹೃದಯಾಘಾತವಾಗಲು ಇಂದಿನ ಆಹಾರ ಕ್ರಮ, ವಾಕಿಂಗ್ ಇಲ್ಲದಿರುವುದು, ಗಾಬರಿ ಆಗುವುದು, ಹೆಚ್ಚು ತಾಜಾ ಆಹಾರ ತಿನ್ನದಿರುವುದು, ಸರಿಯಾಗಿ ನಿದ್ದೆ ಇಲ್ಲದಿರುವುದು, ಅತಿಯಾದ ಕೊಬ್ಬಿನ ಅಂಶದ ಆಹಾರವನ್ನು ತಿನ್ನುವುದು, ಧೂಮಪಾನ ಮತ್ತು ಮದ್ಯಪಾನ ಸೇವನೆ ಇವುಗಳಿಂದ ಹೃದಯಾಘಾತವಾಗುತ್ತದೆ. ಹೃದಯಾಘಾತವಾದ ತಕ್ಷಣ ಸಿಪಿಆರ್ ಮಾಡಬೇಕು. ಆಸ್ಪತ್ರೆಗೆ ತಕ್ಷಣ ದಾಖಲಿಸಬೇಕು ಎಂದು ಸಲಹೆ ನೀಡಿದರು. ನಗರದ ಹನುಮಂತಪುರದಲ್ಲಿರುವ ಶ್ರೀ ಕೊಲ್ಲಾಪುರದಮ್ಮ ಕಲ್ಯಾಣ ಮಂಟಪದಲ್ಲಿ: [590, 1102, 809, 1411]
lokayukta-col2: ಹೆಚ್ಚಿನ ಪರಿಶೀಲನೆಗೆ ಆಗಮಿಸಿದ್ದರು. ಈ ಸಂದರ್ಭದಲ್ಲಿ ಮುಖ್ಯಾಧಿಕಾರಿ ಎಸ್.ನಾಗಭೂಷಣ್ ತುಮಕೂರಿನ ಮೀಟಿಂಗ್ ಹೋಗಿದ್ದರು. ಅದರೂ ಆರ್.ಐ ಶ್ವೇತ ಹಾಗೂ ಮಲ್ಲಿಕಾರ್ಜುನ ಸಂಬಂಧ ದಾಖಲೆಗಳ ಅವರಿಂದ ಈ ಸಂಬಂಧ ಹೆಚ್ಚಿನ ಮಾಹಿತಿ ಸಂಗ್ರಹಿಸಿದರು. ಇದುವರೆವಿಗೂ ಮಾಡಿಕೊಟ್ಟಿರುವ ಖಾತೆಗಳ ವಿವರ ಪಡೆದು ದಾಖಲಾತಿಗಳ ಮೂಲ ಸೀರಿಯಲ್ ನಿಯಮ ಪಾಲನೆಯಾಗಿದೆಯೆ ಎಂಬುದನ್ನು ಪರಿಶೀಲಿಸಿದರು.: [259, 2084, 471, 2256]
heart-col3: ದೊಡ್ಡದಾಗುತ್ತಾ ಹೋಗುತ್ತಿತ್ತು. ಮಗು ಚಿಕ್ಕವಯಸ್ಸಿನಲ್ಲಿಯೇ ಶಸ್ತ್ರಚಿಕಿತ್ಸೆಯ ನಂತರ ಬೆಳವಣಿಗೆಯಾಗಲಿದೆ ಎಂದು ತಿಳಿಸಿದರು. ಶ್ರೀದೇವಿ ಆಸ್ಪತ್ರೆಯ ವೈದ್ಯಕೀಯ ಅಧೀಕ್ಷಕರಾದ ಡಾ.ವೇಣುಗೋಪಾಲ್ ಅವರು ಮಾತನಾಡುತ್ತಾ ಶ್ರೀದೇವಿ ಆಸ್ಪತ್ರೆಯಲ್ಲಿ ದೊಡ್ಡದಾಗಿ ಅಂಜಿಯೋಗ್ರಾಮ್ ಮತ್ತು ಅಂಜಿಯೋಪ್ಲ್ಯಾಸ್ಟಿ ಮೂಲಕ ಯಶಸ್ವಿ ಶಸ್ತ್ರಚಿಕಿತ್ಸೆ ನಡೆಸಲಾಗುತ್ತಿದೆ. ಇನ್ನೂ ಮುಂದೆ ಮಕ್ಕಳಿಗೂ ಸಹ 'ಓಪನ್ ಹಾರ್ಟ್ ಸರ್ಜರಿ' ರಹಿತ ವಿಧಾನವನ್ನು ಹೃದಯ ರೋಗ ಚಿಕಿತ್ಸಾ ವಿಭಾಗದಲ್ಲಿ ನಡೆಸಲು ಅನುಕೂಲವಾಗಲಿದೆ. ಆಸ್ಪತ್ರೆಯಲ್ಲಿ ದಿನದ 24 ಗಂಟೆಯೂ ಚಿಕಿತ್ಸೆ ಲಭ್ಯವಿದೆ. ಬಡ ರೋಗಿಗಳಿಗೆ ಅತಿ ಕಡಿಮೆ ವೆಚ್ಚದಲ್ಲಿ ಹೃದಯ ರೋಗಕ್ಕೆ ಸಂಬಂಧಿಸಿದ ಪರೀಕ್ಷೆಗಳನ್ನು ನಡೆಸಲಾಗುತ್ತದೆ. ಆರೋಗ್ಯ ಕರ್ನಾಟಕ, ಆಯುಷ್ಮಾನ್ ಭಾರತ್, ಹಾಗೂ ಬಿ.ಪಿ.ಎಲ್ ಪಡಿತರ ಚೀಟಿ, ಕೆ.ಎಸ್.ಆರ್.ಟಿ.ಸಿ ಸಿಬ್ಬಂದಿ ಹೀಗೆ ಹಲವಾರು ಸರ್ಕಾರಿ ಯೋಜನೆಗಳ ಮೂಲಕ ಚಿಕಿತ್ಸೆ ಲಭ್ಯವಿದೆ.: [482, 432, 697, 799]
column-rule-bottom: [943, 1723, 944, 2423]
column-rule-middle: [583, 1047, 584, 1717]
